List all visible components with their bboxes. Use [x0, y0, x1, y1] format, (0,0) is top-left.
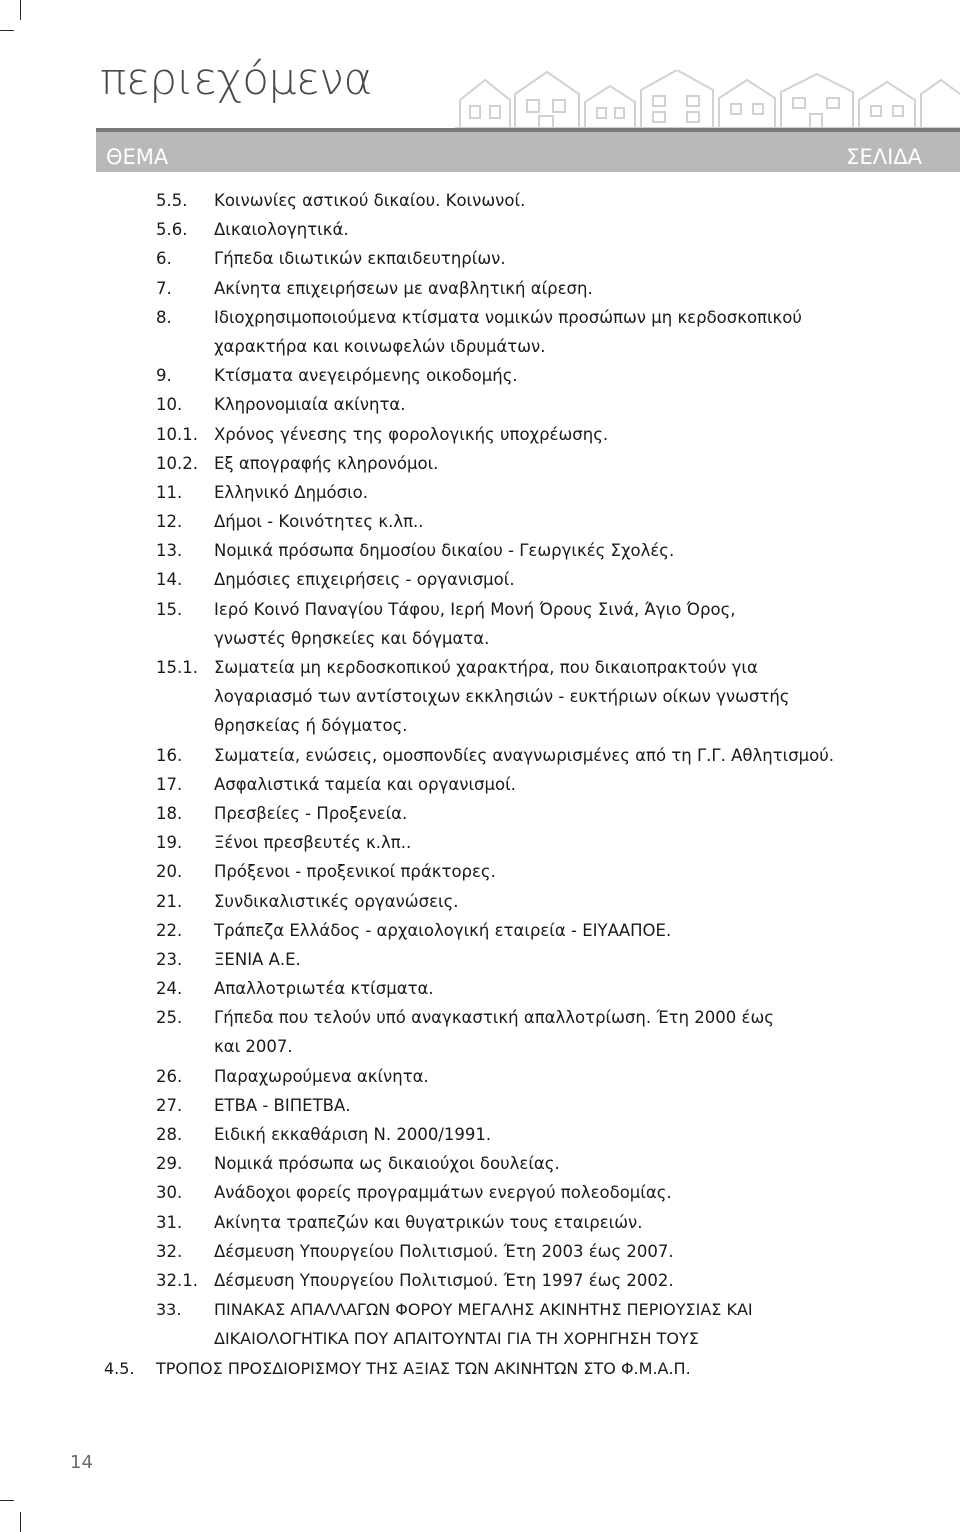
- entry-title: Δέσμευση Υπουργείου Πολιτισμού. Έτη 2003 έως 2007.: [214, 1241, 674, 1261]
- entry-number: 21.: [156, 891, 183, 911]
- entry-title: λογαριασμό των αντίστοιχων εκκλησιών - ευκτήριων οίκων γνωστής: [214, 687, 790, 707]
- entry-title: Ξένοι πρεσβευτές κ.λπ..: [214, 833, 412, 853]
- entry-number: 11.: [156, 482, 183, 502]
- toc-entry: [0, 1178, 960, 1207]
- toc-entry: [0, 1237, 960, 1266]
- entry-title: Κληρονομιαία ακίνητα.: [214, 395, 406, 415]
- toc-entry: [0, 478, 960, 507]
- toc-entry-continuation: [0, 332, 960, 361]
- entry-number: 12.: [156, 512, 183, 532]
- toc-entry: [0, 741, 960, 770]
- toc-entry: [0, 653, 960, 682]
- entry-number: 32.1.: [156, 1270, 198, 1290]
- entry-number: 10.: [156, 395, 183, 415]
- entry-title: Ιερό Κοινό Παναγίου Τάφου, Ιερή Μονή Όρους Σινά, Άγιο Όρος,: [214, 599, 736, 619]
- entry-title: ΠΙΝΑΚΑΣ ΑΠΑΛΛΑΓΩΝ ΦΟΡΟΥ ΜΕΓΑΛΗΣ ΑΚΙΝΗΤΗΣ ΠΕΡΙΟΥΣΙΑΣ ΚΑΙ: [214, 1300, 753, 1320]
- entry-title: Δικαιολογητικά.: [214, 220, 349, 240]
- entry-number: 29.: [156, 1154, 183, 1174]
- page-title: περιεχόμενα: [100, 54, 372, 105]
- entry-title: Πρόξενοι - προξενικοί πράκτορες.: [214, 862, 496, 882]
- crop-mark-top-horizontal: [0, 30, 14, 31]
- toc-entry: [0, 507, 960, 536]
- toc-entry: [0, 303, 960, 332]
- toc-entry-continuation: [0, 711, 960, 740]
- page-number: 14: [70, 1452, 93, 1473]
- toc-entry: [0, 916, 960, 945]
- entry-title: ΞΕΝΙΑ Α.Ε.: [214, 949, 301, 969]
- toc-section-entry: [0, 1354, 960, 1383]
- entry-title: ΔΙΚΑΙΟΛΟΓΗΤΙΚΑ ΠΟΥ ΑΠΑΙΤΟΥΝΤΑΙ ΓΙΑ ΤΗ ΧΟΡΗΓΗΣΗ ΤΟΥΣ: [214, 1329, 699, 1349]
- toc-entry: [0, 449, 960, 478]
- entry-title: Κτίσματα ανεγειρόμενης οικοδομής.: [214, 366, 518, 386]
- toc-entry-continuation: [0, 1324, 960, 1353]
- entry-title: χαρακτήρα και κοινωφελών ιδρυμάτων.: [214, 336, 546, 356]
- entry-title: Συνδικαλιστικές οργανώσεις.: [214, 891, 459, 911]
- entry-title: Νομικά πρόσωπα δημοσίου δικαίου - Γεωργικές Σχολές.: [214, 541, 675, 561]
- entry-title: Ελληνικό Δημόσιο.: [214, 482, 368, 502]
- toc-entry: [0, 799, 960, 828]
- toc-entry: [0, 420, 960, 449]
- entry-title: Χρόνος γένεσης της φορολογικής υποχρέωσης.: [214, 424, 609, 444]
- entry-number: 28.: [156, 1125, 183, 1144]
- toc-entry: [0, 595, 960, 624]
- crop-mark-top: [20, 0, 21, 20]
- toc-entry: [0, 1003, 960, 1032]
- entry-title: Εξ απογραφής κληρονόμοι.: [214, 453, 439, 473]
- entry-title: ΕΤΒΑ - ΒΙΠΕΤΒΑ.: [214, 1095, 351, 1115]
- entry-number: 13.: [156, 541, 183, 561]
- toc-entry-continuation: [0, 1032, 960, 1061]
- entry-number: 24.: [156, 979, 183, 999]
- entry-number: 5.5.: [156, 191, 188, 210]
- toc-entry: [0, 857, 960, 886]
- toc-entry: [0, 186, 960, 215]
- entry-number: 14.: [156, 570, 183, 590]
- toc-entry: [0, 1091, 960, 1120]
- entry-title: Νομικά πρόσωπα ως δικαιούχοι δουλείας.: [214, 1154, 560, 1174]
- toc-entry: [0, 1266, 960, 1295]
- toc-entry: [0, 1062, 960, 1091]
- entry-title: Σωματεία, ενώσεις, ομοσπονδίες αναγνωρισμένες από τη Γ.Γ. Αθλητισμού.: [214, 745, 835, 765]
- entry-title: θρησκείας ή δόγματος.: [214, 716, 408, 736]
- entry-number: 31.: [156, 1212, 183, 1232]
- entry-number: 16.: [156, 745, 183, 765]
- table-of-contents: [0, 186, 960, 1383]
- toc-entry: [0, 536, 960, 565]
- entry-number: 22.: [156, 920, 183, 940]
- entry-number: 15.: [156, 599, 183, 619]
- toc-entry: [0, 390, 960, 419]
- toc-entry: [0, 1208, 960, 1237]
- toc-entry: [0, 945, 960, 974]
- section-title: ΤΡΟΠΟΣ ΠΡΟΣΔΙΟΡΙΣΜΟΥ ΤΗΣ ΑΞΙΑΣ ΤΩΝ ΑΚΙΝΗΤΩΝ ΣΤΟ Φ.Μ.Α.Π.: [156, 1358, 691, 1378]
- entry-title: Δημόσιες επιχειρήσεις - οργανισμοί.: [214, 570, 515, 590]
- entry-title: Κοινωνίες αστικού δικαίου. Κοινωνοί.: [214, 191, 526, 210]
- entry-title: Σωματεία μη κερδοσκοπικού χαρακτήρα, που δικαιοπρακτούν για: [214, 658, 758, 677]
- section-number: 4.5.: [104, 1358, 135, 1378]
- entry-title: Γήπεδα που τελούν υπό αναγκαστική απαλλοτρίωση. Έτη 2000 έως: [214, 1008, 774, 1028]
- header-bar: [96, 128, 960, 172]
- entry-number: 27.: [156, 1095, 183, 1115]
- entry-number: 33.: [156, 1300, 182, 1320]
- toc-entry: [0, 244, 960, 273]
- toc-entry: [0, 361, 960, 390]
- toc-entry: [0, 974, 960, 1003]
- entry-title: Γήπεδα ιδιωτικών εκπαιδευτηρίων.: [214, 249, 506, 269]
- entry-title: γνωστές θρησκείες και δόγματα.: [214, 628, 490, 648]
- entry-number: 26.: [156, 1066, 183, 1086]
- toc-entry: [0, 887, 960, 916]
- entry-number: 15.1.: [156, 658, 198, 677]
- entry-number: 7.: [156, 278, 172, 298]
- entry-title: Δέσμευση Υπουργείου Πολιτισμού. Έτη 1997 έως 2002.: [214, 1270, 674, 1290]
- entry-number: 30.: [156, 1183, 183, 1203]
- toc-entry: [0, 770, 960, 799]
- entry-number: 10.2.: [156, 453, 198, 473]
- entry-number: 19.: [156, 833, 183, 853]
- entry-title: Ακίνητα επιχειρήσεων με αναβλητική αίρεση.: [214, 278, 593, 298]
- entry-title: Τράπεζα Ελλάδος - αρχαιολογική εταιρεία - ΕΙΥΑΑΠΟΕ.: [214, 920, 672, 940]
- entry-number: 6.: [156, 249, 172, 269]
- entry-number: 10.1.: [156, 424, 198, 444]
- toc-entry-continuation: [0, 682, 960, 711]
- crop-mark-bottom-horizontal: [0, 1500, 14, 1501]
- entry-number: 9.: [156, 366, 172, 386]
- toc-entry: [0, 1295, 960, 1324]
- entry-number: 25.: [156, 1008, 183, 1028]
- entry-title: Ιδιοχρησιμοποιούμενα κτίσματα νομικών προσώπων μη κερδοσκοπικού: [214, 307, 802, 327]
- entry-title: Απαλλοτριωτέα κτίσματα.: [214, 979, 434, 999]
- toc-entry: [0, 215, 960, 244]
- toc-entry: [0, 1149, 960, 1178]
- toc-entry: [0, 565, 960, 594]
- header-page-label: ΣΕΛΙΔΑ: [846, 145, 922, 169]
- header-topic-label: ΘΕΜΑ: [106, 145, 169, 169]
- entry-title: Δήμοι - Κοινότητες κ.λπ..: [214, 512, 424, 532]
- entry-number: 5.6.: [156, 220, 188, 240]
- entry-number: 32.: [156, 1241, 183, 1261]
- entry-number: 18.: [156, 803, 183, 823]
- toc-entry: [0, 1120, 960, 1149]
- entry-title: Πρεσβείες - Προξενεία.: [214, 803, 408, 823]
- entry-title: Ανάδοχοι φορείς προγραμμάτων ενεργού πολεοδομίας.: [214, 1183, 672, 1203]
- toc-entry: [0, 828, 960, 857]
- entry-title: Ασφαλιστικά ταμεία και οργανισμοί.: [214, 774, 516, 794]
- entry-title: Ειδική εκκαθάριση Ν. 2000/1991.: [214, 1125, 492, 1144]
- entry-number: 8.: [156, 307, 172, 327]
- crop-mark-bottom: [20, 1512, 21, 1532]
- entry-number: 20.: [156, 862, 183, 882]
- entry-title: και 2007.: [214, 1037, 293, 1057]
- entry-title: Παραχωρούμενα ακίνητα.: [214, 1066, 429, 1086]
- entry-number: 23.: [156, 949, 183, 969]
- entry-title: Ακίνητα τραπεζών και θυγατρικών τους εταιρειών.: [214, 1212, 643, 1232]
- entry-number: 17.: [156, 774, 183, 794]
- toc-entry: [0, 274, 960, 303]
- toc-entry-continuation: [0, 624, 960, 653]
- houses-illustration: [455, 70, 960, 132]
